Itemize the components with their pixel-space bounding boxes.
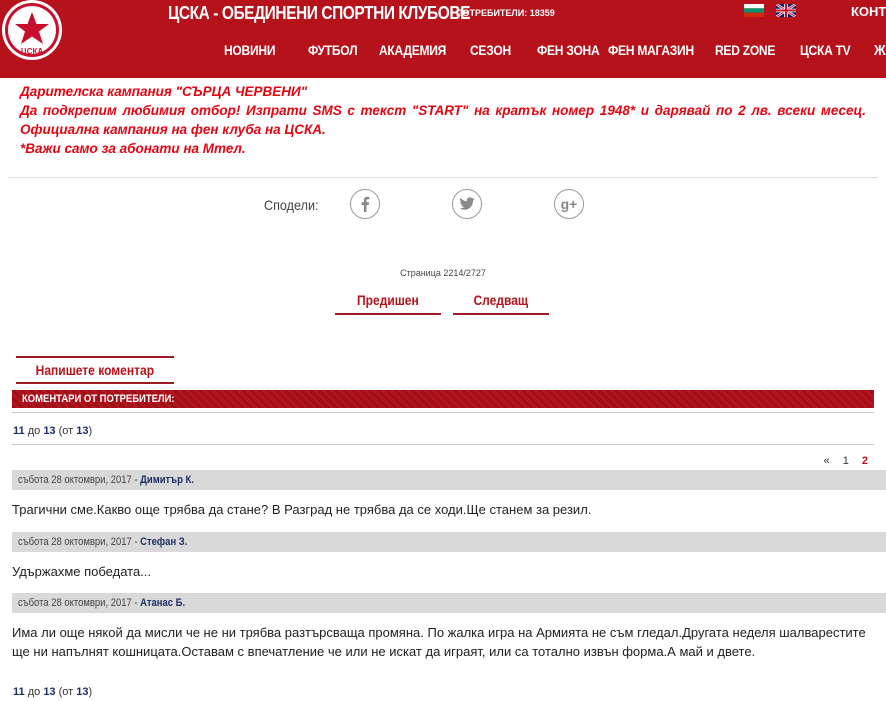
divider bbox=[12, 444, 874, 445]
donation-campaign bbox=[20, 82, 866, 158]
campaign-title: Дарителска кампания "СЪРЦА ЧЕРВЕНИ" bbox=[20, 84, 308, 99]
share-label: Сподели: bbox=[264, 197, 319, 213]
comment-text: Трагични сме.Какво още трябва да стане? В Разград не трябва да се ходи.Ще станем за резил. bbox=[12, 502, 592, 517]
uk-flag-icon[interactable] bbox=[776, 4, 796, 17]
previous-button[interactable]: Предишен bbox=[335, 287, 441, 315]
divider bbox=[8, 177, 878, 178]
comment-header: събота 28 октомври, 2017 - Димитър К. bbox=[12, 470, 886, 490]
comment-author[interactable]: Димитър К. bbox=[140, 474, 194, 486]
comments-count-top: 11 до 13 (от 13) bbox=[13, 425, 93, 437]
comment-author[interactable]: Стефан З. bbox=[140, 536, 188, 548]
nav-more-icon[interactable]: Ж bbox=[874, 42, 886, 59]
page-info: Страница 2214/2727 bbox=[400, 268, 486, 278]
bulgarian-flag-icon[interactable] bbox=[744, 4, 764, 17]
nav-news[interactable]: НОВИНИ bbox=[224, 42, 276, 58]
google-plus-icon[interactable]: g+ bbox=[554, 189, 584, 219]
nav-fan-shop[interactable]: ФЕН МАГАЗИН bbox=[608, 42, 694, 58]
nav-football[interactable]: ФУТБОЛ bbox=[308, 42, 358, 58]
site-title[interactable]: ЦСКА - ОБЕДИНЕНИ СПОРТНИ КЛУБОВЕ bbox=[168, 3, 471, 23]
nav-cska-tv[interactable]: ЦСКА TV bbox=[800, 42, 851, 58]
comment-header: събота 28 октомври, 2017 - Стефан З. bbox=[12, 532, 886, 552]
site-header bbox=[0, 0, 886, 78]
nav-fan-zone[interactable]: ФЕН ЗОНА bbox=[537, 42, 600, 58]
comments-section-header: КОМЕНТАРИ ОТ ПОТРЕБИТЕЛИ: bbox=[12, 390, 874, 408]
nav-season[interactable]: СЕЗОН bbox=[470, 42, 511, 58]
comment-header: събота 28 октомври, 2017 - Атанас Б. bbox=[12, 593, 886, 613]
twitter-icon[interactable] bbox=[452, 189, 482, 219]
divider bbox=[12, 412, 874, 413]
page-prev-link[interactable]: « bbox=[823, 455, 830, 467]
page-link-2[interactable]: 2 bbox=[861, 455, 868, 467]
comment-text: Има ли още някой да мисли че не ни трябва разтърсваща промяна. По жалка игра на Армията не съм гледал.Другата неделя шалварестите ще ни напълнят кошницата.Оставам с впечатление че или не искат да играят, или са тотално извън форма.А май и двете. bbox=[12, 625, 866, 659]
main-nav bbox=[0, 42, 886, 62]
nav-academy[interactable]: АКАДЕМИЯ bbox=[379, 42, 447, 58]
comments-pagination bbox=[814, 455, 869, 467]
comments-count-bottom: 11 до 13 (от 13) bbox=[13, 686, 93, 698]
users-count: ПОТРЕБИТЕЛИ: 18359 bbox=[456, 8, 555, 18]
next-button[interactable]: Следващ bbox=[453, 287, 549, 315]
write-comment-button[interactable]: Напишете коментар bbox=[16, 356, 174, 384]
page-link-1[interactable]: 1 bbox=[842, 455, 849, 467]
campaign-note: *Важи само за абонати на Мтел. bbox=[20, 141, 246, 156]
facebook-icon[interactable] bbox=[350, 189, 380, 219]
campaign-text: Да подкрепим любимия отбор! Изпрати SMS с текст "START" на кратък номер 1948* и дарявай по 2 лв. всеки месец. Официална кампания на фен клуба на ЦСКА. bbox=[20, 103, 866, 137]
nav-contacts[interactable]: КОНТ bbox=[851, 4, 886, 19]
svg-text:ЦСКА: ЦСКА bbox=[20, 47, 44, 56]
nav-red-zone[interactable]: RED ZONE bbox=[715, 42, 776, 58]
comment-author[interactable]: Атанас Б. bbox=[140, 597, 186, 609]
comment-text: Удържахме победата... bbox=[12, 564, 152, 579]
